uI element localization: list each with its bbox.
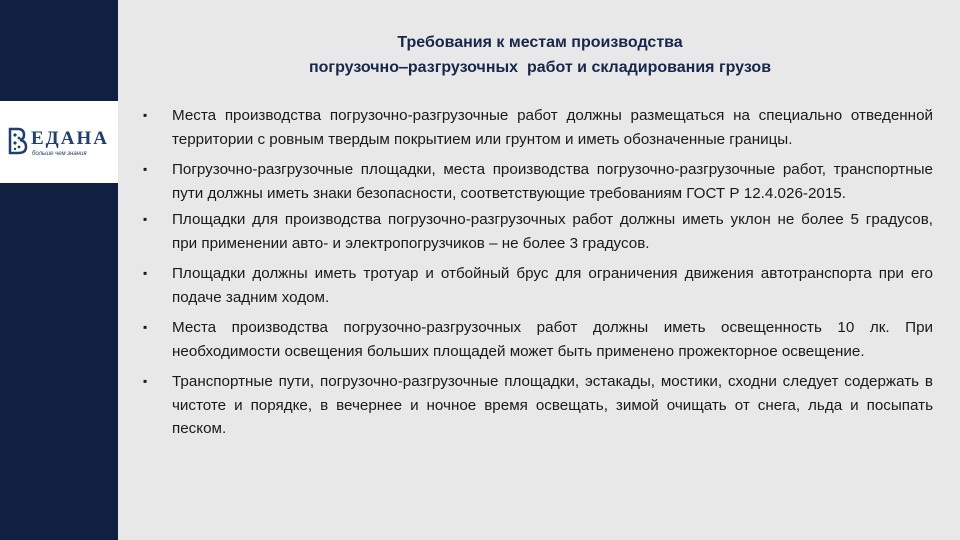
bullet-icon: ▪ bbox=[143, 374, 148, 388]
title-line-2: погрузочно‒разгрузочных работ и складирования грузов bbox=[308, 59, 772, 76]
bullet-icon: ▪ bbox=[143, 320, 148, 334]
left-sidebar-band bbox=[0, 0, 118, 540]
list-item bbox=[143, 158, 933, 205]
list-item-text: Транспортные пути, погрузочно-разгрузочные площадки, эстакады, мостики, сходни следует содержать в чистоте и порядке, в вечернее и ночное время освещать, зимой очищать от снега, льда и посыпать песком. bbox=[172, 373, 933, 437]
bullet-icon: ▪ bbox=[143, 212, 148, 226]
logo-emblem-icon bbox=[4, 126, 30, 156]
list-item bbox=[143, 316, 933, 363]
list-item-text: Места производства погрузочно-разгрузочные работ должны размещаться на специально отведенной территории с ровным твердым покрытием или грунтом и иметь обозначенные границы. bbox=[172, 107, 933, 148]
list-item-text: Площадки должны иметь тротуар и отбойный брус для ограничения движения автотранспорта при его подаче задним ходом. bbox=[172, 265, 933, 306]
list-item-text: Погрузочно-разгрузочные площадки, места производства погрузочно-разгрузочные работ, транспортные пути должны иметь знаки безопасности, соответствующие требованиям ГОСТ Р 12.4.026-2015. bbox=[172, 161, 933, 202]
logo-tagline: больше чем знания bbox=[32, 151, 87, 157]
bullet-icon: ▪ bbox=[143, 108, 148, 122]
bullet-icon: ▪ bbox=[143, 266, 148, 280]
logo-name: ЕДАНА bbox=[31, 128, 109, 149]
list-item-text: Места производства погрузочно-разгрузочных работ должны иметь освещенность 10 лк. При необходимости освещения больших площадей может быть применено прожекторное освещение. bbox=[172, 319, 933, 360]
list-item bbox=[143, 104, 933, 151]
bullet-icon: ▪ bbox=[143, 162, 148, 176]
slide-title bbox=[200, 30, 880, 80]
list-item bbox=[143, 208, 933, 255]
list-item bbox=[143, 262, 933, 309]
requirements-list bbox=[143, 104, 933, 441]
title-line-1: Требования к местам производства bbox=[397, 34, 683, 51]
list-item bbox=[143, 370, 933, 441]
list-item-text: Площадки для производства погрузочно-разгрузочных работ должны иметь уклон не более 5 градусов, при применении авто- и электропогрузчиков ‒ не более 3 градусов. bbox=[172, 211, 933, 252]
